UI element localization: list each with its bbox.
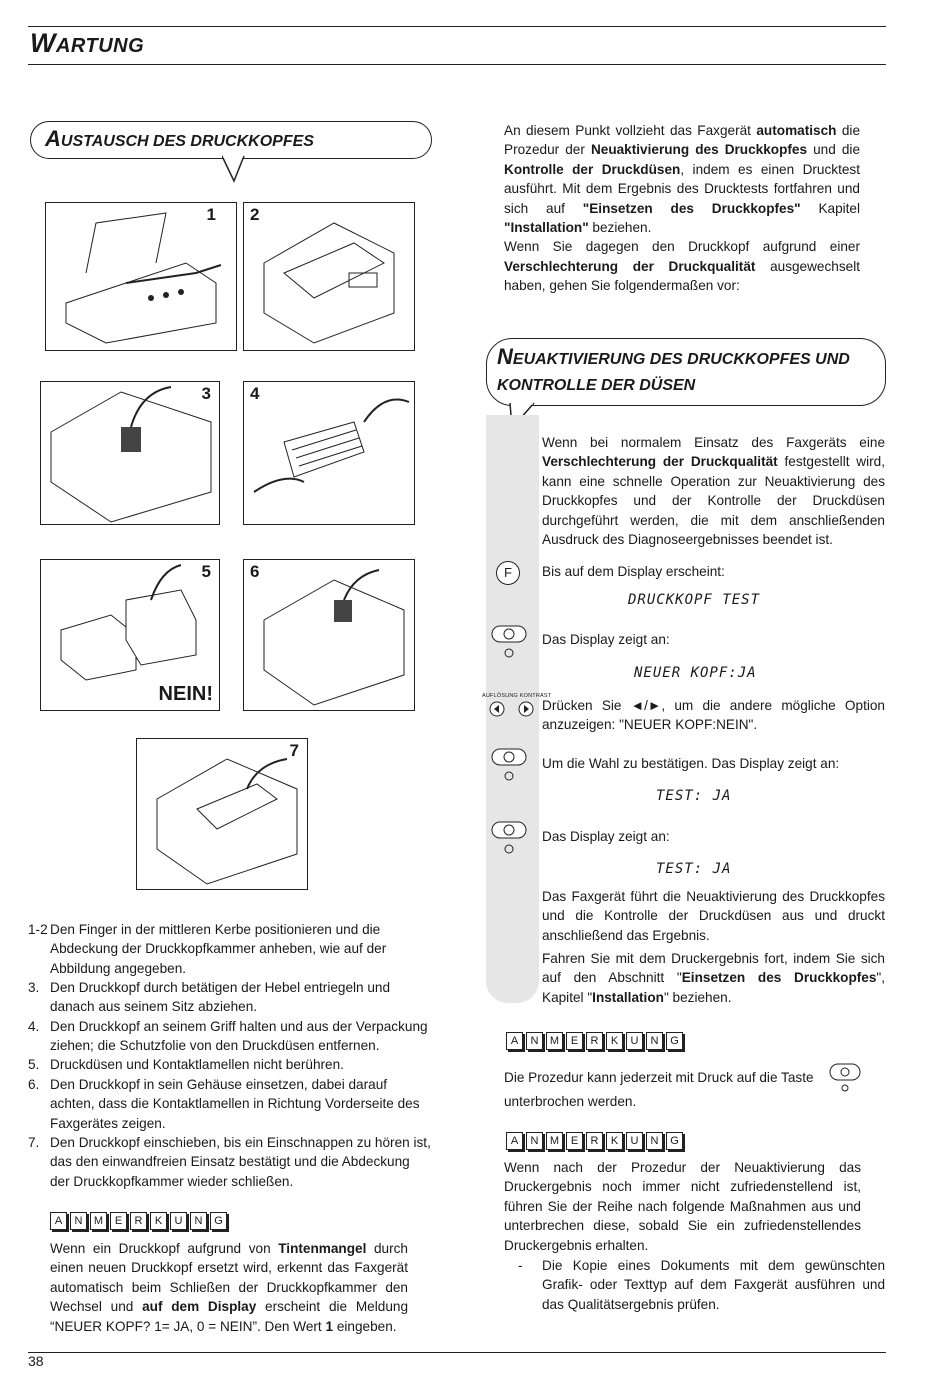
figure-3: 3 xyxy=(40,381,220,525)
f-key-icon[interactable]: F xyxy=(496,561,520,585)
note-label-2: A N M E R K U N G xyxy=(506,1132,683,1150)
figure-4: 4 xyxy=(243,381,415,525)
note-label-3: A N M E R K U N G xyxy=(50,1212,227,1230)
figure-7: 7 xyxy=(136,738,308,890)
stop-key-icon[interactable] xyxy=(828,1062,864,1094)
ok-key-icon-3[interactable] xyxy=(490,820,530,856)
arrow-keys-icon[interactable] xyxy=(488,700,538,718)
step-text-6: Das Faxgerät führt die Neuaktivierung des Druckkopfes und die Kontrolle der Druckdüsen aus und druckt anschließend das Ergebnis. xyxy=(542,889,885,943)
note1-text-a: Die Prozedur kann jederzeit mit Druck auf die Taste xyxy=(504,1070,814,1085)
step-text-2: Das Display zeigt an: xyxy=(542,632,670,647)
fax-open-cover-illustration xyxy=(244,203,414,350)
ok-key-icon-2[interactable] xyxy=(490,747,530,783)
figure-6: 6 xyxy=(243,559,415,711)
display-text-4: TEST: JA xyxy=(656,861,732,877)
unlock-printhead-illustration xyxy=(41,382,219,524)
list-item: 4. Den Druckkopf an seinem Griff halten und aus der Verpackung ziehen; die Schutzfolie von den Druckdüsen entfernen. xyxy=(28,1019,428,1054)
list-item: 6. Den Druckkopf in sein Gehäuse einsetzen, dabei darauf achten, dass die Kontaktlamellen in Richtung Vorderseite des Faxgerätes zeigen. xyxy=(28,1077,420,1131)
header-top-rule xyxy=(28,26,886,27)
figure-5: 5 NEIN! xyxy=(40,559,220,711)
section-heading-bubble-replace: AUSTAUSCH DES DRUCKKOPFES xyxy=(30,121,432,159)
step-text-3: Drücken Sie ◄/►, um die andere mögliche Option anzuzeigen: "NEUER KOPF:NEIN". xyxy=(542,698,885,733)
step-text-5: Das Display zeigt an: xyxy=(542,829,670,844)
list-item: 5. Druckdüsen und Kontaktlamellen nicht berühren. xyxy=(28,1057,344,1072)
printhead-package-illustration xyxy=(244,382,414,524)
ok-key-icon[interactable] xyxy=(490,624,530,660)
page-number: 38 xyxy=(28,1353,44,1369)
note3-text: Wenn ein Druckkopf aufgrund von Tintenmangel durch einen neuen Druckkopf ersetzt wird, erkennt das Faxgerät automatisch beim Schließen der Druckkopfkammer den Wechsel und auf dem Display erscheint die Meldung “NEUER KOPF? 1= JA, 0 = NEIN”. Den Wert 1 eingeben. xyxy=(50,1241,409,1334)
header-bottom-rule xyxy=(28,64,886,65)
step-text-4: Um die Wahl zu bestätigen. Das Display zeigt an: xyxy=(542,756,840,771)
note2-text: Wenn nach der Prozedur der Neuaktivierung das Druckergebnis noch immer nicht zufriedenstellend ist, führen Sie der Reihe nach folgende Maßnahmen aus und unterbrechen diese, sobald Sie ein zufriedenstellendes Druckergebnis erhalten. xyxy=(504,1160,861,1253)
list-item: 3. Den Druckkopf durch betätigen der Hebel entriegeln und danach aus seinem Sitz abziehen. xyxy=(28,980,391,1015)
figure-1: 1 xyxy=(45,202,237,351)
list-item: 7. Den Druckkopf einschieben, bis ein Einschnappen zu hören ist, das den einwandfreien Einsatz bestätigt und die Abdeckung der Druckkopfkammer wieder schließen. xyxy=(28,1135,431,1189)
procedure-intro: Wenn bei normalem Einsatz des Faxgeräts eine Verschlechterung der Druckqualität festgestellt wird, kann eine schnelle Operation zur Neuaktivierung des Druckkopfes und der Kontrolle der Druckdüsen durchgeführt werden, die mit dem anschließenden Ausdruck des Diagnoseergebnisses beendet ist. xyxy=(542,435,885,548)
note-label-1: A N M E R K U N G xyxy=(506,1032,683,1050)
intro-paragraph: An diesem Punkt vollzieht das Faxgerät automatisch die Prozedur der Neuaktivierung des Druckkopfes und die Kontrolle der Druckdüsen, indem es einen Drucktest ausführt. Mit dem Ergebnis des Drucktests fortfahren und sich auf "Einsetzen des Druckkopfes" Kapitel "Installation" beziehen. Wenn Sie dagegen den Druckkopf aufgrund einer Verschlechterung der Druckqualität ausgewechselt haben, gehen Sie folgendermaßen vor: xyxy=(504,123,861,294)
section-heading-bubble-reactivate: NEUAKTIVIERUNG DES DRUCKKOPFES UND KONTROLLE DER DÜSEN xyxy=(486,338,886,406)
insert-printhead-illustration xyxy=(244,560,414,710)
footer-rule xyxy=(28,1352,886,1353)
list-item: 1-2 Den Finger in der mittleren Kerbe positionieren und die Abdeckung der Druckkopfkammer anheben, wie auf der Abbildung angegeben. xyxy=(28,922,387,976)
display-text-1: DRUCKKOPF TEST xyxy=(628,592,761,608)
note2-bullet-dash: - xyxy=(518,1258,523,1273)
step-text-1: Bis auf dem Display erscheint: xyxy=(542,564,725,579)
bubble-pointer xyxy=(222,155,246,183)
close-cover-illustration xyxy=(137,739,307,889)
display-text-2: NEUER KOPF:JA xyxy=(634,665,757,681)
step-text-7: Fahren Sie mit dem Druckergebnis fort, indem Sie sich auf den Abschnitt "Einsetzen des Druckkopfes", Kapitel "Installation" beziehen. xyxy=(542,951,886,1005)
fax-machine-illustration xyxy=(46,203,236,350)
display-text-3: TEST: JA xyxy=(656,788,732,804)
warning-caption: NEIN! xyxy=(158,683,213,705)
note2-bullet: Die Kopie eines Dokuments mit dem gewünschten Grafik- oder Texttyp auf dem Faxgerät ausführen und das Qualitätsergebnis prüfen. xyxy=(542,1258,885,1312)
arrow-keys-label: AUFLÖSUNG KONTRAST xyxy=(482,693,552,699)
figure-2: 2 xyxy=(243,202,415,351)
note1-text-b: unterbrochen werden. xyxy=(504,1094,637,1109)
page-title: WARTUNG xyxy=(30,28,145,58)
